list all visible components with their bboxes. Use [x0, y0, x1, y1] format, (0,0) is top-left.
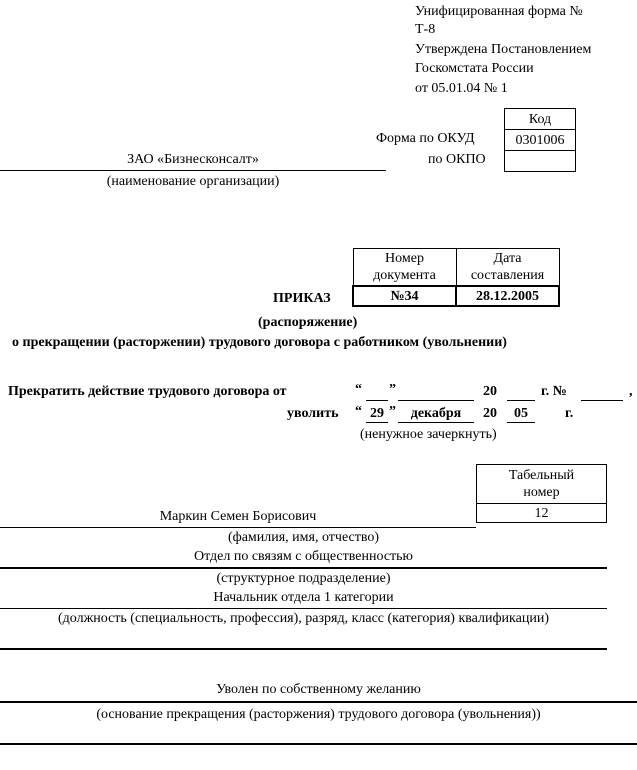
quote-close-1: ” [389, 382, 396, 397]
order-subject: о прекращении (расторжении) трудового договора с работником (увольнении) [12, 335, 507, 350]
form-title-line2: Т-8 [415, 22, 436, 37]
rasporyazhenie-title: (распоряжение) [258, 315, 358, 330]
okud-label: Форма по ОКУД [376, 131, 475, 146]
organization-underline [0, 170, 386, 171]
employee-name: Маркин Семен Борисович [159, 509, 317, 524]
dismiss-month: декабря [410, 406, 462, 421]
tab-number-value: 12 [477, 504, 607, 523]
organization-name: ЗАО «Бизнесконсалт» [127, 152, 259, 167]
month-underline-2 [398, 422, 474, 423]
name-caption: (фамилия, имя, отчество) [227, 530, 380, 545]
tab-number-header-line2: номер [523, 485, 560, 500]
dismiss-text: уволить [287, 406, 339, 421]
comma: , [629, 384, 633, 399]
quote-open-1: “ [355, 382, 362, 397]
g-label: г. [565, 406, 574, 421]
codes-table [504, 108, 576, 172]
year-underline-2 [507, 422, 535, 423]
dismiss-year: 05 [514, 406, 528, 421]
doc-number-header-line1: Номер [385, 251, 424, 266]
tab-number-table [476, 464, 607, 523]
doc-number-table [352, 248, 560, 307]
approved-line2: Госкомстата России [415, 61, 534, 76]
strike-note: (ненужное зачеркнуть) [360, 427, 497, 442]
okpo-value [505, 151, 576, 172]
doc-number-value: №34 [353, 286, 456, 306]
dismiss-day: 29 [370, 406, 384, 421]
year-blank-1 [507, 400, 535, 401]
basis-caption: (основание прекращения (расторжения) трудового договора (увольнения)) [96, 707, 541, 722]
organization-caption: (наименование организации) [106, 174, 280, 189]
name-underline [0, 527, 476, 528]
prikaz-title: ПРИКАЗ [273, 291, 331, 306]
form-title-line1: Унифицированная форма № [415, 4, 583, 19]
okud-value: 0301006 [505, 130, 576, 151]
number-blank [581, 400, 623, 401]
code-header: Код [505, 109, 576, 130]
department-caption: (структурное подразделение) [216, 571, 391, 586]
position-caption: (должность (специальность, профессия), разряд, класс (категория) квалификации) [57, 611, 549, 626]
terminate-contract-text: Прекратить действие трудового договора от [8, 384, 287, 399]
g-number-label: г. № [541, 384, 567, 399]
quote-open-2: “ [355, 404, 362, 419]
doc-date-value: 28.12.2005 [456, 286, 559, 306]
approved-line1: Утверждена Постановлением [415, 42, 592, 57]
bottom-line [0, 743, 637, 745]
basis-underline [0, 701, 637, 703]
day-blank-1 [366, 400, 388, 401]
year-prefix-1: 20 [483, 384, 497, 399]
position-name: Начальник отдела 1 категории [213, 590, 394, 605]
quote-close-2: ” [389, 404, 396, 419]
doc-date-header-line2: составления [470, 268, 545, 283]
month-blank-1 [398, 400, 474, 401]
year-prefix-2: 20 [483, 406, 497, 421]
day-underline-2 [366, 422, 388, 423]
okpo-label: по ОКПО [428, 152, 486, 167]
tab-number-header-line1: Табельный [508, 468, 575, 483]
doc-number-header [353, 249, 456, 287]
approved-line3: от 05.01.04 № 1 [415, 81, 508, 96]
doc-date-header-line1: Дата [493, 251, 522, 266]
extra-line [0, 648, 607, 650]
basis-text: Уволен по собственному желанию [216, 682, 421, 697]
doc-date-header [456, 249, 559, 287]
tab-number-header [477, 465, 607, 504]
department-underline [0, 567, 607, 569]
doc-number-header-line2: документа [373, 268, 436, 283]
position-underline [0, 608, 607, 609]
department-name: Отдел по связям с общественностью [193, 549, 414, 564]
